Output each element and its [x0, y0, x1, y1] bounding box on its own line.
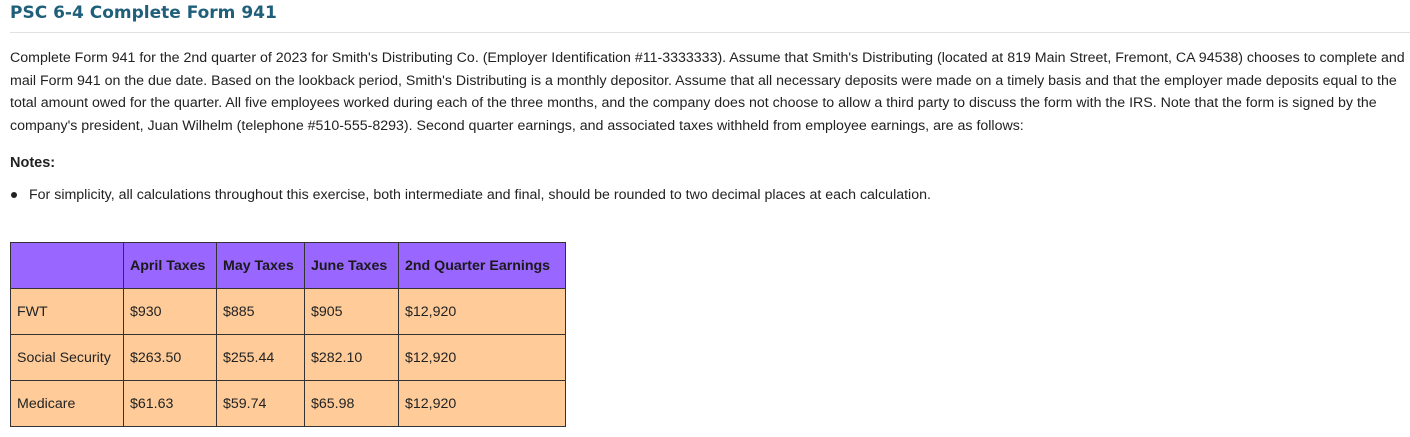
- table-cell: $12,920: [399, 335, 566, 381]
- bullet-icon: [11, 192, 17, 198]
- table-cell: $65.98: [305, 381, 399, 427]
- row-label: Social Security: [11, 335, 124, 381]
- header-may-taxes: May Taxes: [217, 243, 305, 289]
- table-cell: $59.74: [217, 381, 305, 427]
- note-text: For simplicity, all calculations throughout this exercise, both intermediate and final, should be rounded to two decimal places at each calculation.: [29, 187, 931, 203]
- table-cell: $930: [124, 289, 217, 335]
- table-cell: $12,920: [399, 289, 566, 335]
- table-cell: $282.10: [305, 335, 399, 381]
- header-june-taxes: June Taxes: [305, 243, 399, 289]
- header-quarter-earnings: 2nd Quarter Earnings: [399, 243, 566, 289]
- table-cell: $12,920: [399, 381, 566, 427]
- problem-description: Complete Form 941 for the 2nd quarter of 2023 for Smith's Distributing Co. (Employer Identification #11-3333333). Assume that Smith's Distributing (located at 819 Main Street, Fremont, CA 94538) chooses to complete and mail Form 941 on the due date. Based on the lookback period, Smith's Distributing is a monthly depositor. Assume that all necessary deposits were made on a timely basis and that the employer made deposits equal to the total amount owed for the quarter. All five employees worked during each of the three months, and the company does not choose to allow a third party to discuss the form with the IRS. Note that the form is signed by the company's president, Juan Wilhelm (telephone #510-555-8293). Second quarter earnings, and associated taxes withheld from employee earnings, are as follows:: [10, 50, 1405, 134]
- table-cell: $61.63: [124, 381, 217, 427]
- notes-heading: Notes:: [10, 155, 56, 171]
- table-row: [11, 289, 566, 335]
- table-row: [11, 381, 566, 427]
- row-label: Medicare: [11, 381, 124, 427]
- note-item: [10, 185, 931, 205]
- notes-list: [10, 185, 931, 205]
- table-cell: $255.44: [217, 335, 305, 381]
- tax-table: [10, 242, 566, 427]
- page-title: PSC 6-4 Complete Form 941: [10, 3, 277, 23]
- row-label: FWT: [11, 289, 124, 335]
- table-cell: $263.50: [124, 335, 217, 381]
- header-cell-blank: [11, 243, 124, 289]
- table-cell: $885: [217, 289, 305, 335]
- table-row: [11, 335, 566, 381]
- header-april-taxes: April Taxes: [124, 243, 217, 289]
- title-divider: [10, 32, 1410, 33]
- table-header-row: [11, 243, 566, 289]
- table-cell: $905: [305, 289, 399, 335]
